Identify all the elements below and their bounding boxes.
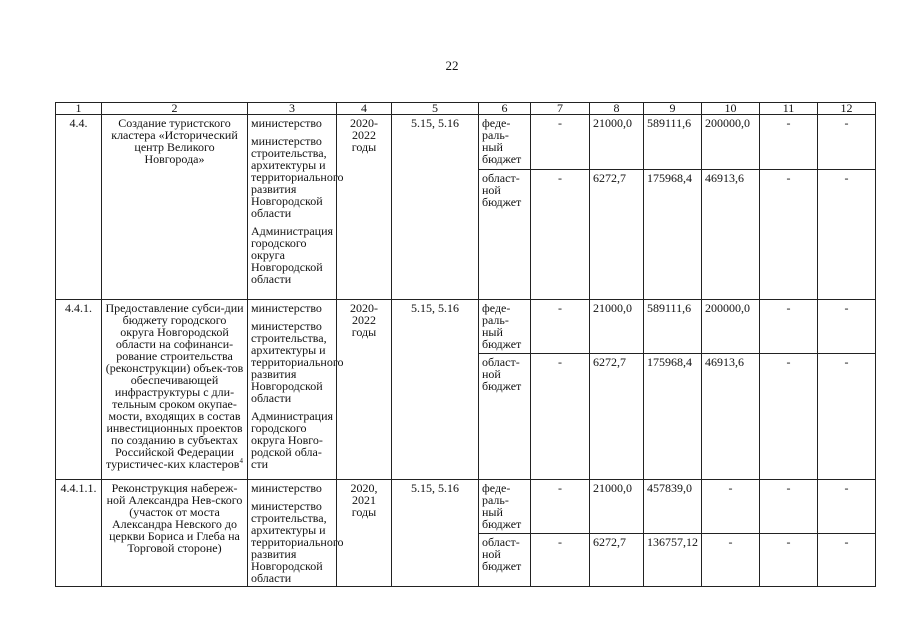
program-table	[55, 102, 876, 587]
value-cell: -	[760, 300, 818, 354]
header-cell: 7	[531, 103, 590, 115]
executor: министерство	[251, 301, 322, 315]
header-row	[56, 103, 876, 115]
header-cell: 2	[102, 103, 248, 115]
item-executors	[248, 300, 344, 480]
item-years: 2020, 2021 годы	[337, 480, 392, 587]
budget-source: феде-раль-ный бюджет	[479, 115, 531, 170]
item-targets: 5.15, 5.16	[392, 480, 479, 587]
value-cell: -	[531, 354, 590, 480]
budget-source: област-ной бюджет	[479, 354, 531, 480]
header-cell: 5	[392, 103, 479, 115]
item-years: 2020-2022 годы	[337, 115, 392, 300]
item-name: Предоставление субси-дии бюджету городского округа Новгородской области на софинанси-рование строительства (реконструкции) объек-тов обеспечивающей инфраструктуры с дли-тельным сроком окупае-мости, входящих в состав инвестиционных проектов по созданию в субъектах Российской Федерации туристичес-ких кластеров$^4$	[102, 300, 248, 480]
value-cell: 589111,6	[644, 115, 702, 170]
value-cell: -	[818, 115, 876, 170]
executor: министерство строительства, архитектуры и территориального развития Новгородской области	[251, 134, 344, 220]
header-cell: 3	[248, 103, 337, 115]
value-cell: -	[818, 480, 876, 534]
value-cell: -	[818, 354, 876, 480]
budget-source: феде-раль-ный бюджет	[479, 480, 531, 534]
item-executors	[248, 115, 344, 300]
value-cell: -	[760, 534, 818, 587]
executor: министерство строительства, архитектуры и территориального развития Новгородской области	[251, 319, 344, 405]
item-number: 4.4.1.	[56, 300, 102, 480]
executor: министерство	[251, 481, 322, 495]
item-name: Создание туристского кластера «Исторический центр Великого Новгорода»	[102, 115, 248, 300]
footnote-mark: 4	[239, 457, 243, 465]
value-cell: 6272,7	[590, 170, 644, 300]
value-cell: 589111,6	[644, 300, 702, 354]
value-cell: 175968,4	[644, 354, 702, 480]
value-cell: -	[531, 170, 590, 300]
executor: министерство строительства, архитектуры и территориального развития Новгородской области	[251, 499, 344, 585]
value-cell: -	[818, 170, 876, 300]
value-cell: -	[531, 480, 590, 534]
page-number: 22	[445, 58, 459, 73]
item-years: 2020-2022 годы	[337, 300, 392, 480]
item-executors	[248, 480, 344, 587]
executor: Администрация городского округа Новгородской области	[251, 224, 334, 286]
value-cell: 46913,6	[702, 354, 760, 480]
value-cell: 6272,7	[590, 354, 644, 480]
value-cell: -	[760, 354, 818, 480]
header-cell: 4	[337, 103, 392, 115]
value-cell: 21000,0	[590, 300, 644, 354]
header-cell: 10	[702, 103, 760, 115]
item-number: 4.4.	[56, 115, 102, 300]
header-cell: 6	[479, 103, 531, 115]
value-cell: 136757,12	[644, 534, 702, 587]
value-cell: -	[818, 534, 876, 587]
value-cell: 175968,4	[644, 170, 702, 300]
item-targets: 5.15, 5.16	[392, 300, 479, 480]
header-cell: 11	[760, 103, 818, 115]
value-cell: 6272,7	[590, 534, 644, 587]
value-cell: -	[818, 300, 876, 354]
header-cell: 12	[818, 103, 876, 115]
item-targets: 5.15, 5.16	[392, 115, 479, 300]
value-cell: 46913,6	[702, 170, 760, 300]
budget-source: феде-раль-ный бюджет	[479, 300, 531, 354]
value-cell: -	[760, 170, 818, 300]
item-number: 4.4.1.1.	[56, 480, 102, 587]
value-cell: -	[702, 534, 760, 587]
value-cell: 200000,0	[702, 300, 760, 354]
value-cell: 457839,0	[644, 480, 702, 534]
table-row	[56, 300, 876, 354]
value-cell: 21000,0	[590, 480, 644, 534]
budget-source: област-ной бюджет	[479, 170, 531, 300]
value-cell: -	[531, 300, 590, 354]
value-cell: 21000,0	[590, 115, 644, 170]
table-row	[56, 480, 876, 534]
value-cell: -	[531, 115, 590, 170]
value-cell: -	[760, 115, 818, 170]
header-cell: 9	[644, 103, 702, 115]
header-cell: 1	[56, 103, 102, 115]
executor: министерство	[251, 116, 322, 130]
item-name: Реконструкция набереж-ной Александра Нев-ского (участок от моста Александра Невского до церкви Бориса и Глеба на Торговой стороне)	[102, 480, 248, 587]
header-cell: 8	[590, 103, 644, 115]
value-cell: 200000,0	[702, 115, 760, 170]
executor: Администрация городского округа Новго-родской обла-сти	[251, 409, 334, 471]
budget-source: област-ной бюджет	[479, 534, 531, 587]
value-cell: -	[760, 480, 818, 534]
table-row	[56, 115, 876, 170]
value-cell: -	[531, 534, 590, 587]
value-cell: -	[702, 480, 760, 534]
